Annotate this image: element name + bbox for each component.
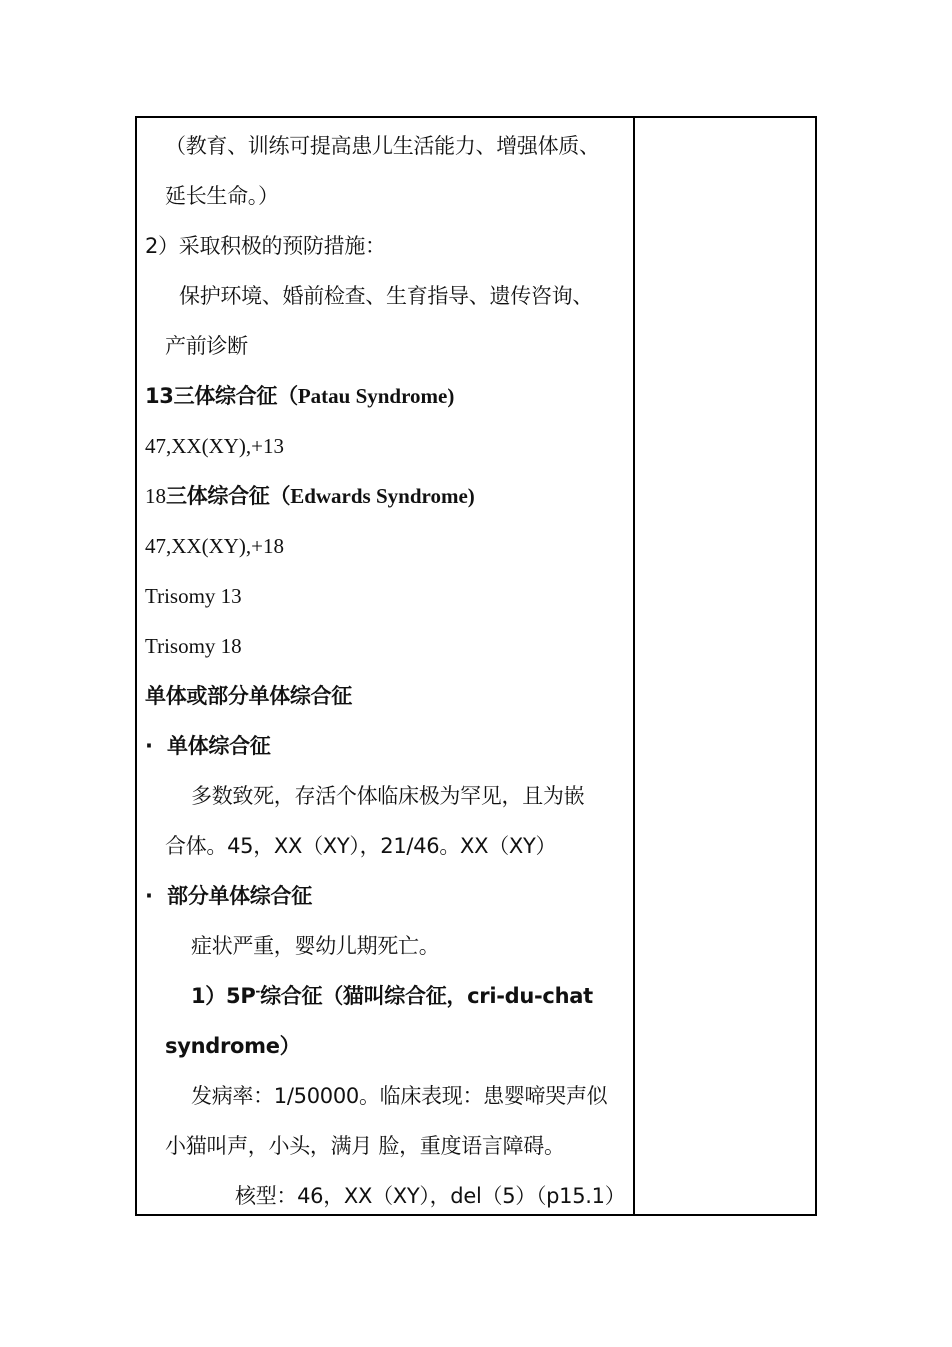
text-line: Trisomy 18	[145, 634, 242, 658]
heading-text: 三体综合征（	[166, 484, 291, 508]
section-heading: 单体或部分单体综合征	[145, 684, 352, 708]
text-line: （教育、训练可提高患儿生活能力、增强体质、	[165, 134, 600, 158]
heading-latin: Edwards Syndrome)	[290, 484, 475, 508]
karyotype-line: 47,XX(XY),+13	[145, 434, 284, 458]
text-line: 症状严重，婴幼儿期死亡。	[191, 934, 440, 958]
text-line: 核型：46，XX（XY），del（5）（p15.1）	[235, 1184, 626, 1208]
text-line: 产前诊断	[165, 334, 248, 358]
heading-number: 18	[145, 484, 166, 508]
bullet-heading: 单体综合征	[167, 734, 271, 758]
text-line: 2）采取积极的预防措施：	[145, 234, 386, 258]
text-line: 合体。45，XX（XY），21/46。XX（XY）	[165, 834, 557, 858]
text-line: 保护环境、婚前检查、生育指导、遗传咨询、	[179, 284, 593, 308]
text-line: 小猫叫声，小头，满月 脸，重度语言障碍。	[165, 1134, 565, 1158]
subheading-text: 综合征（猫叫综合征，cri-du-chat	[260, 984, 593, 1008]
column-divider	[633, 118, 635, 1214]
content-table	[135, 116, 817, 1216]
main-column	[137, 118, 633, 1214]
karyotype-line: 47,XX(XY),+18	[145, 534, 284, 558]
heading-trisomy-13	[137, 371, 454, 421]
text-line: Trisomy 13	[145, 584, 242, 608]
subheading-5p	[137, 971, 593, 1021]
heading-latin: Patau Syndrome)	[297, 384, 455, 408]
heading-text: 13三体综合征（	[145, 384, 298, 408]
bullet-heading: 部分单体综合征	[167, 884, 312, 908]
text-line: 延长生命。）	[165, 184, 279, 208]
superscript-minus: -	[255, 984, 261, 998]
bullet-marker: ·	[145, 884, 153, 908]
text-line: 发病率：1/50000。临床表现：患婴啼哭声似	[191, 1084, 608, 1108]
subheading-prefix: 1）5P	[191, 984, 256, 1008]
text-line: 多数致死，存活个体临床极为罕见，且为嵌	[191, 784, 585, 808]
bullet-item	[137, 721, 271, 771]
subheading-cont: syndrome）	[165, 1034, 301, 1058]
bullet-marker: ·	[145, 734, 153, 758]
heading-trisomy-18	[137, 471, 475, 521]
bullet-item	[137, 871, 312, 921]
